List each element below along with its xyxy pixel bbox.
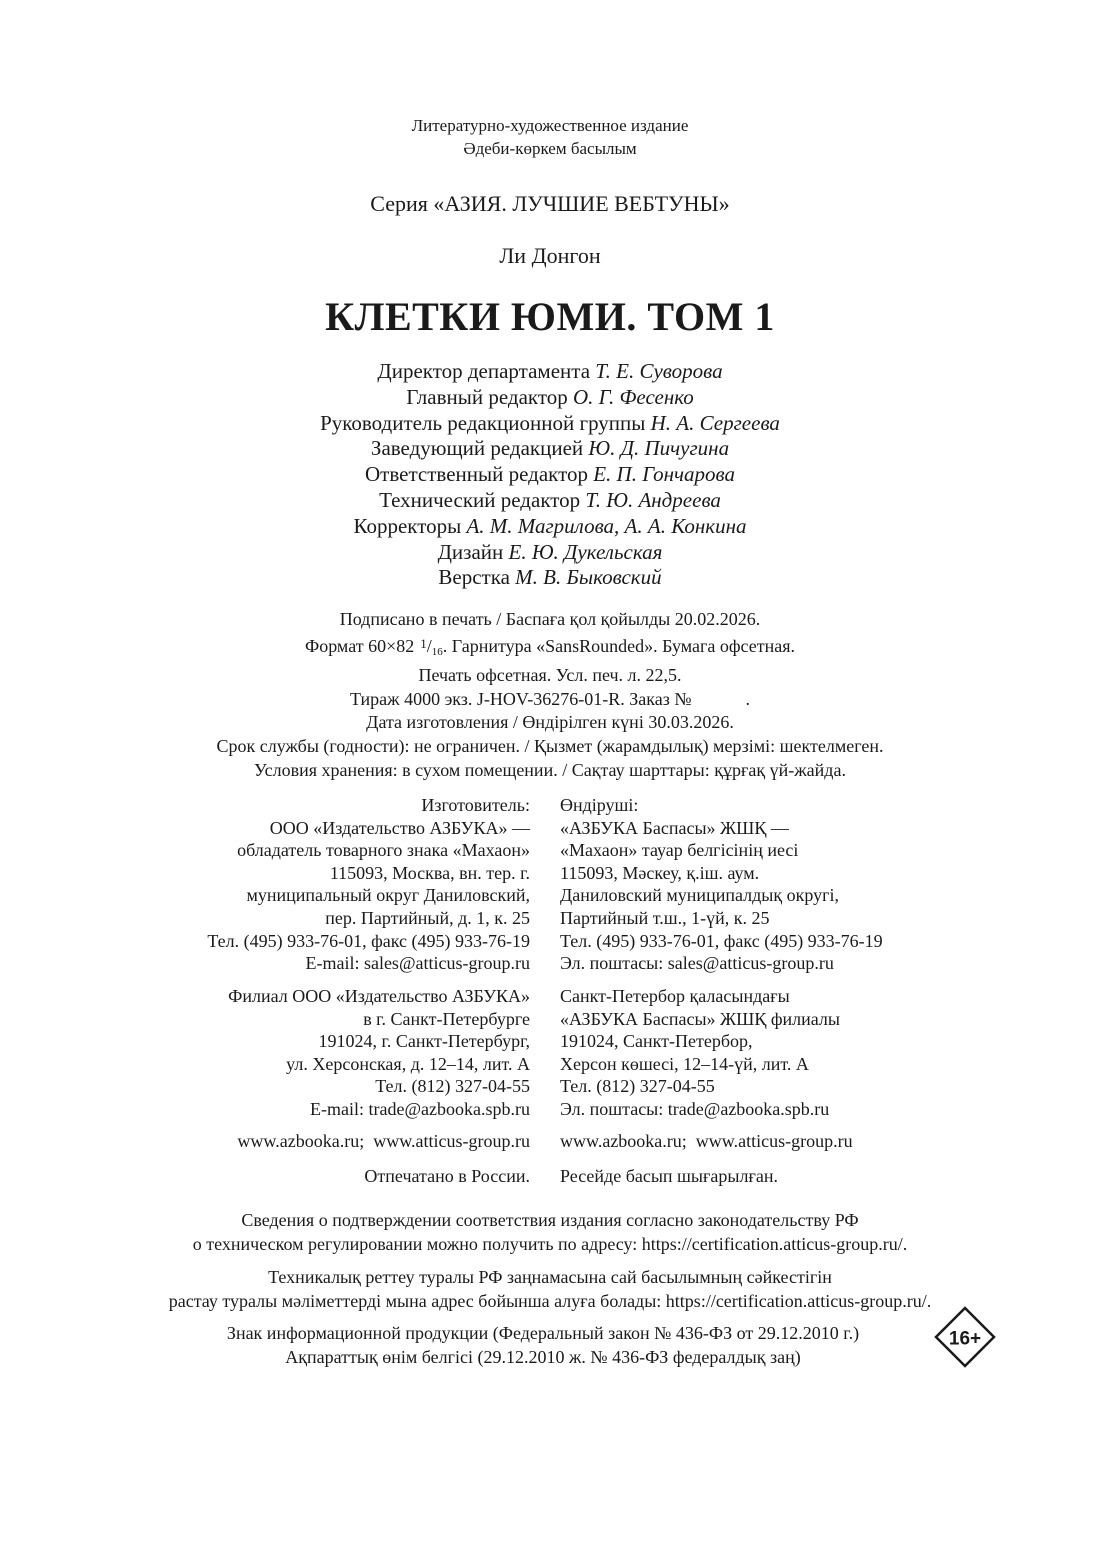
manufacturer-ru: Изготовитель: ООО «Издательство АЗБУКА» — обладатель товарного знака «Махаон» 115093, Москва, вн. тер. г. муниципальный округ Даниловский, пер. Партийный, д. 1, к. 25 Тел. (495) 933-76-01, факс (495) 933-76-19 E-mail: sales@atticus-group.ru (207, 795, 530, 974)
staff-line: Ответственный редактор Е. П. Гончарова (365, 462, 735, 487)
manufacture-date: Дата изготовления / Өндірілген күні 30.03.2026. (366, 712, 734, 733)
edition-type-ru: Литературно-художественное издание (411, 116, 689, 135)
author-name: Ли Донгон (499, 243, 601, 268)
staff-line: Директор департамента Т. Е. Суворова (377, 359, 723, 383)
staff-line: Заведующий редакцией Ю. Д. Пичугина (370, 436, 730, 461)
branch-ru: Филиал ООО «Издательство АЗБУКА» в г. Санкт-Петербурге 191024, г. Санкт-Петербург, ул. Херсонская, д. 12–14, лит. А Тел. (812) 327-04-55 E-mail: trade@azbooka.spb.ru (228, 986, 530, 1119)
storage-conditions: Условия хранения: в сухом помещении. / Сақтау шарттары: құрғақ үй-жайда. (254, 759, 846, 780)
edition-type (0, 114, 1100, 160)
shelf-life: Срок службы (годности): не ограничен. / Қызмет (жарамдылық) мерзімі: шектелмеген. (216, 735, 884, 756)
websites-ru: www.azbooka.ru; www.atticus-group.ru (237, 1131, 530, 1151)
websites-kz: www.azbooka.ru; www.atticus-group.ru (560, 1131, 853, 1151)
certification-ru: Сведения о подтверждении соответствия издания согласно законодательству РФ о техническом регулировании можно получить по адресу: https://certification.atticus-group.ru/. (192, 1210, 908, 1254)
print-info (0, 608, 1100, 782)
format-line: Формат 60×82 $^1/_{16}$. Гарнитура «SansRounded». Бумага офсетная. (304, 635, 796, 658)
certification-kz: Техникалық реттеу туралы РФ заңнамасына сай басылымның сәйкестігін растау туралы мәліметтерді мына адрес бойынша алуға болады: https://certification.atticus-group.ru/. (168, 1267, 932, 1311)
staff-line: Руководитель редакционной группы Н. А. Сергеева (320, 410, 780, 435)
staff-line: Верстка М. В. Быковский (438, 565, 662, 590)
staff-credits (0, 359, 1100, 591)
book-title: КЛЕТКИ ЮМИ. ТОМ 1 (325, 294, 775, 339)
series-name: Серия «АЗИЯ. ЛУЧШИЕ ВЕБТУНЫ» (370, 191, 730, 216)
branch-kz: Санкт-Петербор қаласындағы «АЗБУКА Баспасы» ЖШҚ филиалы 191024, Санкт-Петербор, Херсон көшесі, 12–14-үй, лит. А Тел. (812) 327-04-55 Эл. поштасы: trade@azbooka.spb.ru (560, 986, 840, 1119)
printed-in-ru: Отпечатано в России. (364, 1166, 530, 1186)
staff-line: Технический редактор Т. Ю. Андреева (379, 487, 721, 512)
staff-line: Корректоры А. М. Магрилова, А. А. Конкина (353, 513, 747, 538)
circulation-line: Тираж 4000 экз. J-HOV-36276-01-R. Заказ № . (349, 688, 751, 709)
manufacturer-kz: Өндіруші: «АЗБУКА Баспасы» ЖШҚ — «Махаон» тауар белгісінің иесі 115093, Мәскеу, қ.іш. аум. Даниловский муниципалдық округі, Партийный т.ш., 1-үй, к. 25 Тел. (495) 933-76-01, факс (495) 933-76-19 Эл. поштасы: sales@atticus-group.ru (560, 795, 883, 974)
age-rating-badge (934, 1306, 996, 1368)
edition-type-kz: Әдеби-көркем басылым (463, 139, 637, 158)
printing-line: Печать офсетная. Усл. печ. л. 22,5. (418, 665, 682, 686)
info-sign: Знак информационной продукции (Федеральный закон № 436-ФЗ от 29.12.2010 г.) Ақпараттық өнім белгісі (29.12.2010 ж. № 436-ФЗ федералдық заң) (226, 1323, 860, 1367)
signed-date: Подписано в печать / Баспаға қол қойылды 20.02.2026. (339, 609, 761, 629)
age-badge-label: 16+ (948, 1328, 982, 1350)
staff-line: Дизайн Е. Ю. Дукельская (437, 539, 663, 564)
staff-line: Главный редактор О. Г. Фесенко (406, 384, 694, 409)
printed-in-kz: Ресейде басып шығарылған. (560, 1166, 778, 1186)
